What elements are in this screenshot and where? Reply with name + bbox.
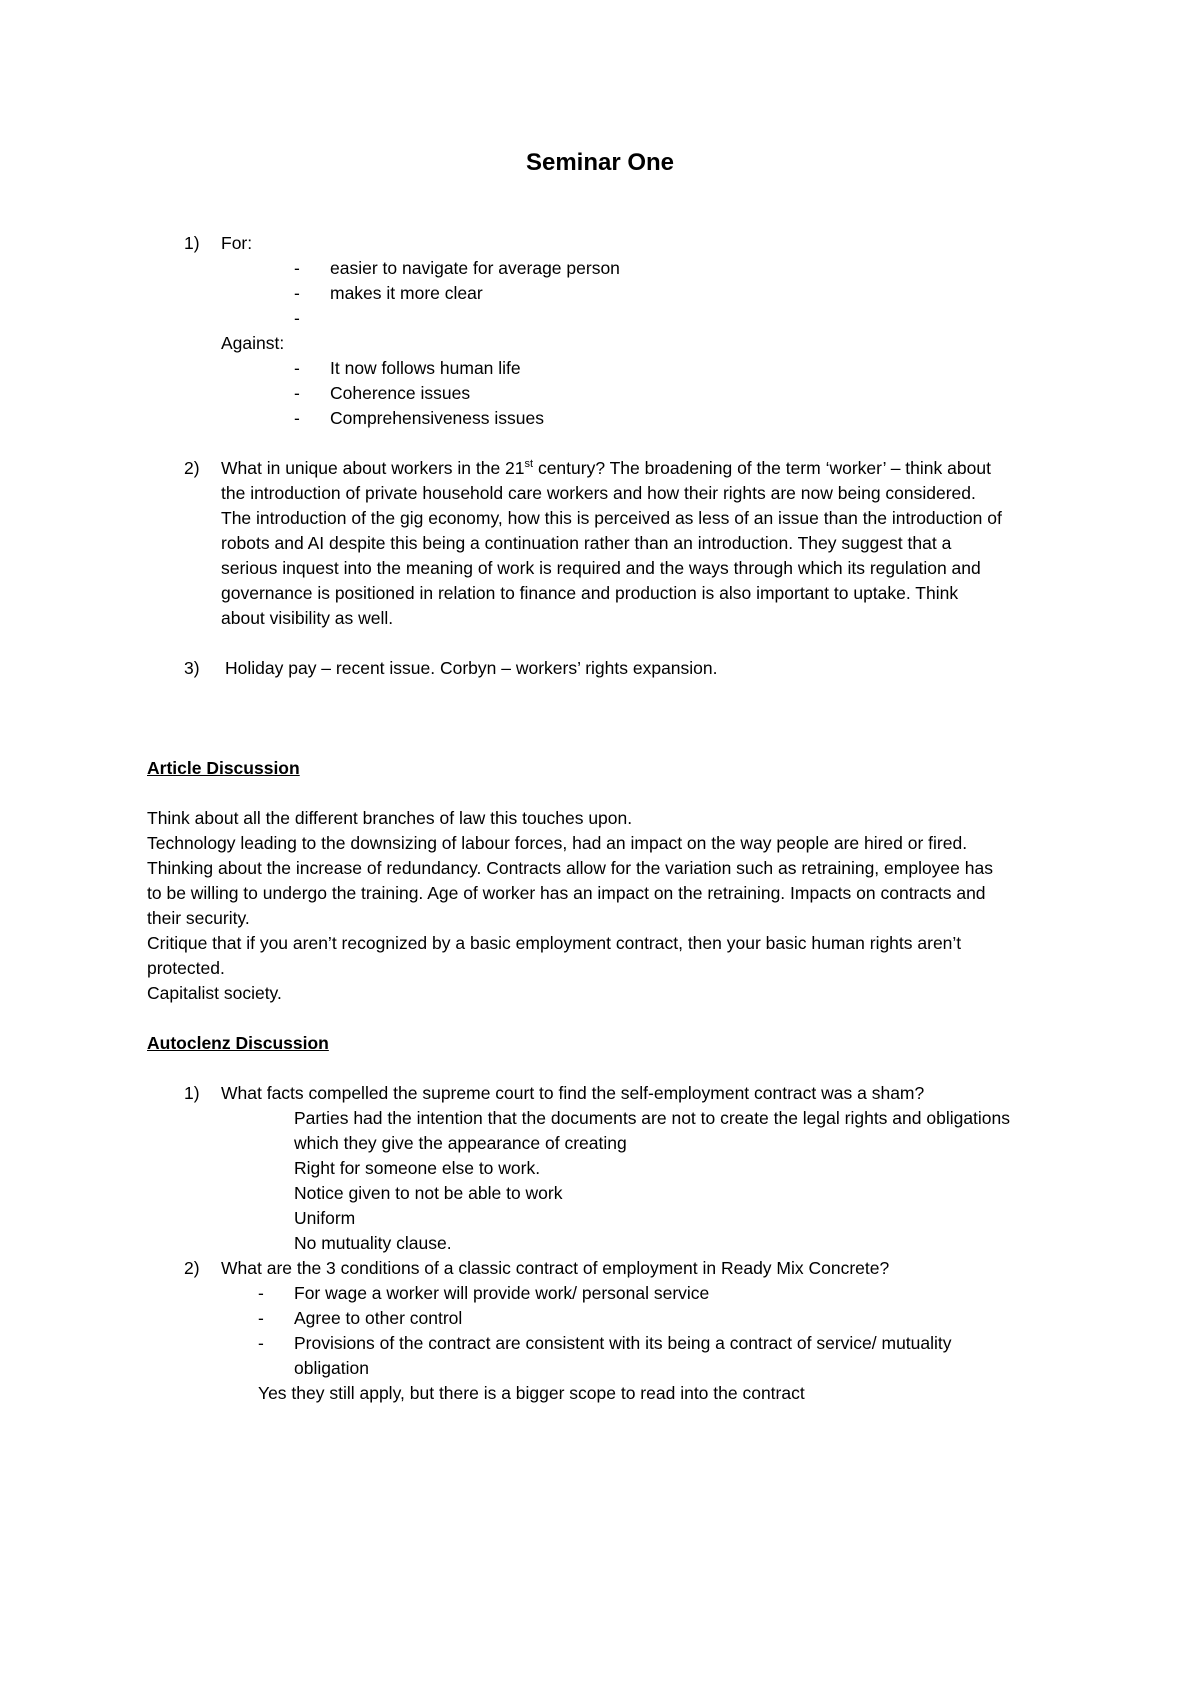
against-item: It now follows human life [330, 358, 521, 378]
answer-line: Right for someone else to work. [294, 1158, 541, 1178]
question-number: 2) [184, 458, 200, 478]
paragraph-line: Thinking about the increase of redundancy. Contracts allow for the variation such as retraining, employee has [147, 858, 993, 878]
question-text: What are the 3 conditions of a classic contract of employment in Ready Mix Concrete? [221, 1258, 890, 1278]
bullet-dash: - [258, 1308, 264, 1328]
bullet-dash: - [294, 308, 300, 328]
answer-line: Parties had the intention that the documents are not to create the legal rights and obligations [294, 1108, 1011, 1128]
paragraph-line: Holiday pay – recent issue. Corbyn – workers’ rights expansion. [225, 658, 718, 678]
bullet-dash: - [294, 358, 300, 378]
section-heading: Article Discussion [147, 758, 300, 778]
paragraph-line: The introduction of the gig economy, how this is perceived as less of an issue than the introduction of [221, 508, 1002, 528]
paragraph-line: to be willing to undergo the training. Age of worker has an impact on the retraining. Impacts on contracts and [147, 883, 986, 903]
conclusion-line: Yes they still apply, but there is a bigger scope to read into the contract [258, 1383, 805, 1403]
paragraph-line: robots and AI despite this being a continuation rather than an introduction. They suggest that a [221, 533, 952, 553]
for-item: easier to navigate for average person [330, 258, 620, 278]
against-item: Comprehensiveness issues [330, 408, 544, 428]
bullet-dash: - [258, 1333, 264, 1353]
bullet-dash: - [294, 383, 300, 403]
paragraph-line: Critique that if you aren’t recognized by a basic employment contract, then your basic human rights aren’t [147, 933, 962, 953]
condition-item: For wage a worker will provide work/ personal service [294, 1283, 710, 1303]
for-item: makes it more clear [330, 283, 483, 303]
for-label: For: [221, 233, 253, 253]
paragraph-line: their security. [147, 908, 250, 928]
paragraph-line: Technology leading to the downsizing of labour forces, had an impact on the way people are hired or fired. [147, 833, 968, 853]
question-number: 1) [184, 1083, 200, 1103]
paragraph-line: the introduction of private household care workers and how their rights are now being considered. [221, 483, 976, 503]
question-number: 3) [184, 658, 200, 678]
section-heading: Autoclenz Discussion [147, 1033, 329, 1053]
condition-item: obligation [294, 1358, 369, 1378]
paragraph-line: governance is positioned in relation to finance and production is also important to uptake. Think [221, 583, 959, 603]
bullet-dash: - [258, 1283, 264, 1303]
answer-line: Notice given to not be able to work [294, 1183, 563, 1203]
bullet-dash: - [294, 408, 300, 428]
paragraph-line: Think about all the different branches of law this touches upon. [147, 808, 633, 828]
answer-line: No mutuality clause. [294, 1233, 452, 1253]
page-title: Seminar One [525, 149, 675, 176]
against-item: Coherence issues [330, 383, 471, 403]
answer-line: Uniform [294, 1208, 356, 1228]
paragraph-line: Capitalist society. [147, 983, 282, 1003]
paragraph-line: about visibility as well. [221, 608, 394, 628]
against-label: Against: [221, 333, 285, 353]
paragraph-line: What in unique about workers in the 21st century? The broadening of the term ‘worker’ – think about [221, 458, 991, 478]
paragraph-line: serious inquest into the meaning of work is required and the ways through which its regulation and [221, 558, 981, 578]
question-number: 1) [184, 233, 200, 253]
question-number: 2) [184, 1258, 200, 1278]
answer-line: which they give the appearance of creating [294, 1133, 627, 1153]
bullet-dash: - [294, 283, 300, 303]
condition-item: Provisions of the contract are consistent with its being a contract of service/ mutuality [294, 1333, 952, 1353]
paragraph-line: protected. [147, 958, 225, 978]
bullet-dash: - [294, 258, 300, 278]
condition-item: Agree to other control [294, 1308, 463, 1328]
question-text: What facts compelled the supreme court to find the self-employment contract was a sham? [221, 1083, 925, 1103]
